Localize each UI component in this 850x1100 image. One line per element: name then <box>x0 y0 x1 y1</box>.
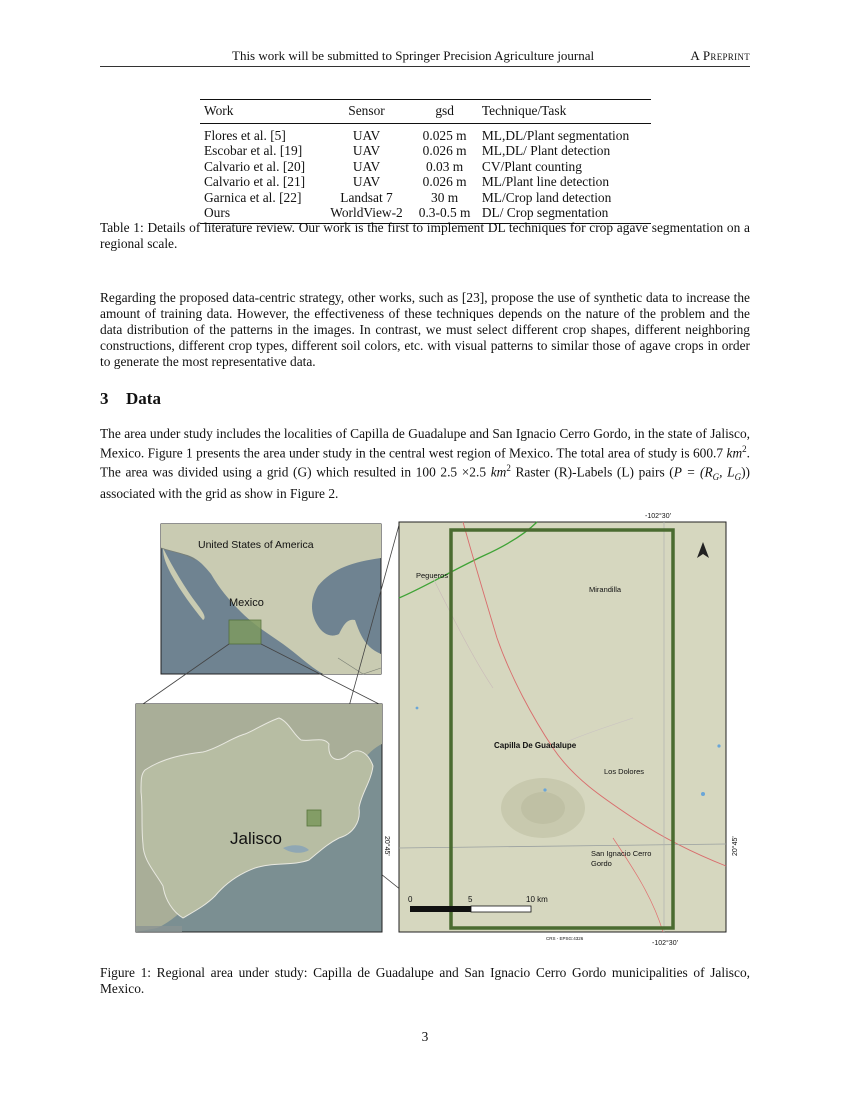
table-row <box>200 123 651 143</box>
header-preprint: A Preprint <box>690 48 750 63</box>
table-cell-sensor: WorldView-2 <box>322 205 412 223</box>
table-header-technique: Technique/Task <box>478 100 651 124</box>
longitude-label-bottom: -102°30' <box>652 940 678 947</box>
table-header-sensor: Sensor <box>322 100 412 124</box>
table-row <box>200 143 651 159</box>
table-cell-work: Garnica et al. [22] <box>204 189 302 205</box>
figure-caption: Figure 1: Regional area under study: Capilla de Guadalupe and San Ignacio Cerro Gordo municipalities of Jalisco, Mexico. <box>100 965 750 996</box>
scale-label-5: 5 <box>468 895 473 904</box>
unit-km: km <box>490 464 507 480</box>
map-label-mirandilla: Mirandilla <box>589 585 622 594</box>
latitude-label-left: 20°45' <box>383 836 390 856</box>
table-row <box>200 174 651 190</box>
unit-km: km <box>726 445 743 461</box>
paragraph-study-area: The area under study includes the localities of Capilla de Guadalupe and San Ignacio Cerro Gordo, in the state of Jalisco, Mexico. Figure 1 presents the area under study in the central west region of Mexico. The total area of study is 600.7 $km^2$. The area was divided using a grid (G) which resulted in 100 2.5 ×2.5 $km^2$ Raster (R)-Labels (L) pairs ($P = (R_G$, $L_G$)) associated with the grid as show in Figure 2. <box>100 426 750 502</box>
map-label-san-ignacio: San Ignacio Cerro <box>591 849 652 858</box>
table-cell-sensor: UAV <box>352 127 381 143</box>
table-cell-technique: DL/ Crop segmentation <box>478 205 651 223</box>
table-cell-gsd: 0.3-0.5 m <box>411 205 478 223</box>
map-label-capilla: Capilla De Guadalupe <box>494 741 577 750</box>
section-title: Data <box>126 389 161 408</box>
crs-label: CRS - EPSG:4326 <box>546 936 584 941</box>
table-cell-sensor: UAV <box>352 143 381 158</box>
running-header <box>100 46 750 67</box>
table-cell-technique: ML/Crop land detection <box>481 189 612 205</box>
table-cell-technique: ML/Plant line detection <box>481 174 610 189</box>
table-cell-sensor: Landsat 7 <box>340 189 393 205</box>
subscript-g: G <box>712 472 720 483</box>
literature-table <box>200 99 651 224</box>
pair-expression-l: , L <box>719 464 735 480</box>
table-cell-sensor: UAV <box>352 158 381 174</box>
table-row <box>200 159 651 175</box>
para-text-4: )) associated with the grid as show in Figure 2. <box>100 464 750 502</box>
table-header-work: Work <box>200 100 322 124</box>
map-label-mexico: Mexico <box>229 597 264 609</box>
table-cell-technique: ML,DL/ Plant detection <box>481 143 611 158</box>
header-journal: This work will be submitted to Springer Precision Agriculture journal <box>232 48 595 63</box>
study-area-highlight <box>307 810 321 826</box>
study-area-figure <box>133 508 739 948</box>
mexico-overview-map <box>161 524 381 674</box>
section-heading <box>100 389 161 409</box>
map-label-pegueros: Pegueros <box>416 571 449 580</box>
table-cell-sensor: UAV <box>352 174 381 189</box>
table-cell-work: Calvario et al. [21] <box>204 174 306 189</box>
scale-label-10: 10 km <box>526 895 548 904</box>
table-cell-gsd: 0.03 m <box>426 158 464 174</box>
table-cell-technique: CV/Plant counting <box>481 158 582 174</box>
paragraph-data-centric: Regarding the proposed data-centric strategy, other works, such as [23], propose the use of synthetic data to increase the amount of training data. However, the effectiveness of these techniques depends on the nature of the problem and the data distribution of the patterns in the images. In contrast, we must select different crop shapes, different neighboring constructions, different crop types, different soil colors, etc. with visual patterns to similar those of agave crops in order to generate the most representative data. <box>100 290 750 369</box>
map-label-san-ignacio-2: Gordo <box>591 859 612 868</box>
para-text-3: Raster (R)-Labels (L) pairs ( <box>510 464 674 480</box>
jalisco-highlight <box>229 620 261 644</box>
table-header-row <box>200 100 651 124</box>
jalisco-map <box>136 704 382 932</box>
section-number: 3 <box>100 389 109 408</box>
table-cell-work: Ours <box>200 205 322 223</box>
table-row <box>200 190 651 206</box>
study-area-detail-map <box>383 512 739 947</box>
map-label-usa: United States of America <box>198 539 314 551</box>
table-cell-work: Flores et al. [5] <box>204 127 286 143</box>
longitude-label-top: -102°30' <box>645 513 671 520</box>
map-label-dolores: Los Dolores <box>604 767 645 776</box>
para-text-2: . The area was divided using a grid (G) which resulted in 100 2.5 ×2.5 <box>100 445 750 480</box>
table-cell-work: Escobar et al. [19] <box>204 143 303 158</box>
table-cell-gsd: 30 m <box>431 189 459 205</box>
table-header-gsd: gsd <box>411 100 478 124</box>
para-text-1: The area under study includes the localities of Capilla de Guadalupe and San Ignacio Cerro Gordo, in the state of Jalisco, Mexico. Figure 1 presents the area under study in the central west region of Mexico. The total area of study is 600.7 <box>100 426 750 461</box>
scale-label-0: 0 <box>408 895 413 904</box>
subscript-g: G <box>734 472 742 483</box>
table-caption: Table 1: Details of literature review. Our work is the first to implement DL techniques for crop agave segmentation on a regional scale. <box>100 220 750 251</box>
pair-expression: P = (R <box>673 464 713 480</box>
table-cell-gsd: 0.026 m <box>422 143 467 158</box>
table-cell-gsd: 0.025 m <box>422 127 467 143</box>
map-label-jalisco: Jalisco <box>230 829 282 848</box>
table-cell-technique: ML,DL/Plant segmentation <box>481 127 630 143</box>
latitude-label-right: 20°45' <box>732 836 739 856</box>
table-cell-work: Calvario et al. [20] <box>204 158 306 174</box>
page-number: 3 <box>421 1029 429 1044</box>
table-cell-gsd: 0.026 m <box>422 174 467 189</box>
